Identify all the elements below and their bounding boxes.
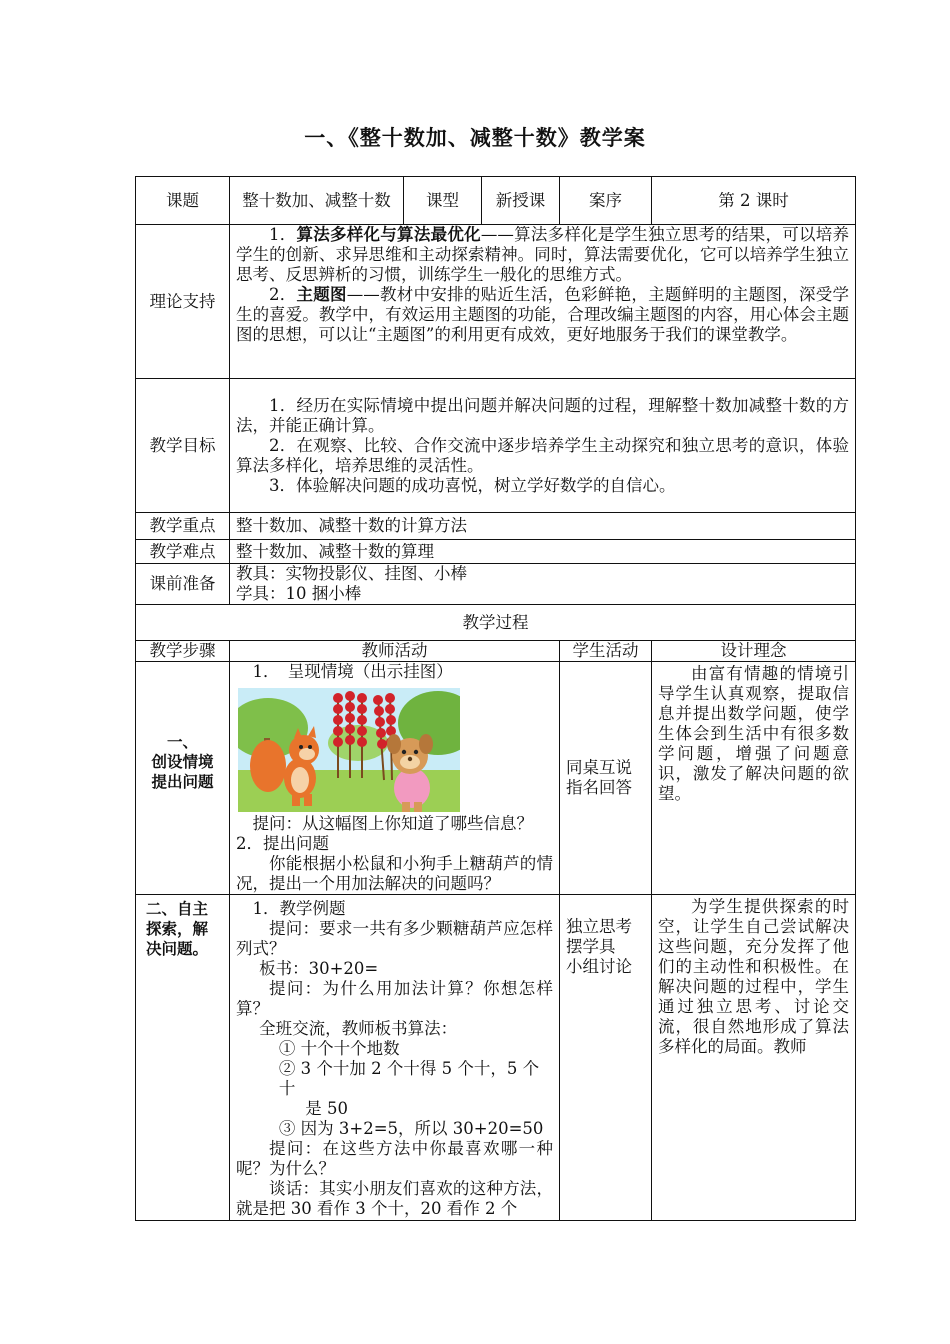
step-2-question-2: 提问：为什么用加法计算？你想怎样算？ [236,979,553,1018]
method-2: ② 3 个十加 2 个十得 5 个十，5 个十 [278,1059,540,1098]
document-title: 一、《整十数加、减整十数》教学案 [304,126,646,150]
method-3: ③ 因为 3+2=5，所以 30+20=50 [278,1119,544,1138]
step-2-board: 板书：30+20= [259,959,379,978]
prep-content [230,564,856,605]
step-1-student: 同桌互说 指名回答 [560,662,652,895]
difficulty-row [136,540,856,564]
theory-paragraph-1: 1．算法多样化与算法最优化——算法多样化是学生独立思考的结果，可以培养学生的创新、求异思维和主动探索精神。同时，算法需要优化，它可以培养学生独立思考、反思辨析的习惯，训练学生一般化的思维方式。 [236,225,850,284]
step-2-design [652,895,856,1221]
step-1-teacher [230,662,560,895]
col-step: 教学步骤 [136,641,230,662]
goal-item: 3．体验解决问题的成功喜悦，树立学好数学的自信心。 [269,475,676,495]
lesson-plan-table [135,176,856,1221]
goals-content [230,379,856,513]
sequence-value: 第 2 课时 [652,177,856,225]
header-row [136,177,856,225]
col-design: 设计理念 [652,641,856,662]
col-teacher: 教师活动 [230,641,560,662]
step-1-design [652,662,856,895]
theory-content [230,225,856,379]
col-student: 学生活动 [560,641,652,662]
step-1-design-text: 由富有情趣的情境引导学生认真观察，提取信息并提出数学问题，使学生体会到生活中有很多数学问题，增强了问题意识，激发了解决问题的欲望。 [658,664,849,803]
process-header-row [136,641,856,662]
key-point-value: 整十数加、减整十数的计算方法 [230,513,856,540]
type-value: 新授课 [482,177,560,225]
step-2-student: 独立思考 摆学具 小组讨论 [560,895,652,1221]
theory-row [136,225,856,379]
theory-paragraph-2: 2．主题图——教材中安排的贴近生活，色彩鲜艳，主题鲜明的主题图，深受学生的喜爱。教学中，有效运用主题图的功能，合理改编主题图的内容，用心体会主题图的思想，可以让“主题图”的利用更有成效，更好地服务于我们的课堂教学。 [236,285,850,344]
goals-label: 教学目标 [136,379,230,513]
theory-p1-heading: 算法多样化与算法最优化 [296,225,481,244]
step-1-question-1: 提问：从这幅图上你知道了哪些信息？ [252,814,533,833]
step-2-teacher [230,895,560,1221]
theory-label: 理论支持 [136,225,230,379]
process-title: 教学过程 [136,605,856,641]
step-2-design-text: 为学生提供探索的时空，让学生自己尝试解决这些问题，充分发挥了他们的主动性和积极性。在解决问题的过程中，学生通过独立思考、讨论交流，很自然地形成了算法多样化的局面。教师 [658,897,849,1056]
step-2-share: 全班交流，教师板书算法： [259,1019,458,1038]
step-2-question-1: 提问：要求一共有多少颗糖葫芦应怎样列式？ [236,919,553,958]
difficulty-value: 整十数加、减整十数的算理 [230,540,856,564]
step-2-line-1: 1．教学例题 [252,899,346,918]
step-1-label: 一、 创设情境 提出问题 [136,662,230,895]
prep-label: 课前准备 [136,564,230,605]
goal-item: 2．在观察、比较、合作交流中逐步培养学生主动探究和独立思考的意识，体验算法多样化，培养思维的灵活性。 [236,435,849,475]
step-2-question-3: 提问：在这些方法中你最喜欢哪一种呢？为什么？ [236,1139,553,1178]
key-point-row [136,513,856,540]
squirrel-dog-illustration [238,688,460,812]
prep-line-2: 学具：10 捆小棒 [236,584,362,603]
step-1-question-2: 你能根据小松鼠和小狗手上糖葫芦的情况，提出一个用加法解决的问题吗？ [236,854,553,893]
step-1-line-1: 1． 呈现情境（出示挂图） [252,662,453,681]
step-1-line-2: 2．提出问题 [236,834,329,853]
goal-item: 1．经历在实际情境中提出问题并解决问题的过程，理解整十数加减整十数的方法，并能正确计算。 [236,395,849,435]
type-label: 课型 [404,177,482,225]
topic-value: 整十数加、减整十数 [230,177,404,225]
goals-row [136,379,856,513]
theory-p2-heading: 主题图 [296,285,347,304]
method-2-cont: 是 50 [305,1099,349,1118]
sequence-label: 案序 [560,177,652,225]
difficulty-label: 教学难点 [136,540,230,564]
prep-line-1: 教具：实物投影仪、挂图、小棒 [236,564,467,583]
step-2-row [136,895,856,1221]
key-point-label: 教学重点 [136,513,230,540]
step-1-row [136,662,856,895]
prep-row [136,564,856,605]
step-2-label: 二、自主探索，解决问题。 [136,895,230,1221]
topic-label: 课题 [136,177,230,225]
method-1: ① 十个十个地数 [278,1039,400,1058]
process-title-row [136,605,856,641]
step-2-talk: 谈话：其实小朋友们喜欢的这种方法，就是把 30 看作 3 个十，20 看作 2 个 [236,1179,553,1218]
